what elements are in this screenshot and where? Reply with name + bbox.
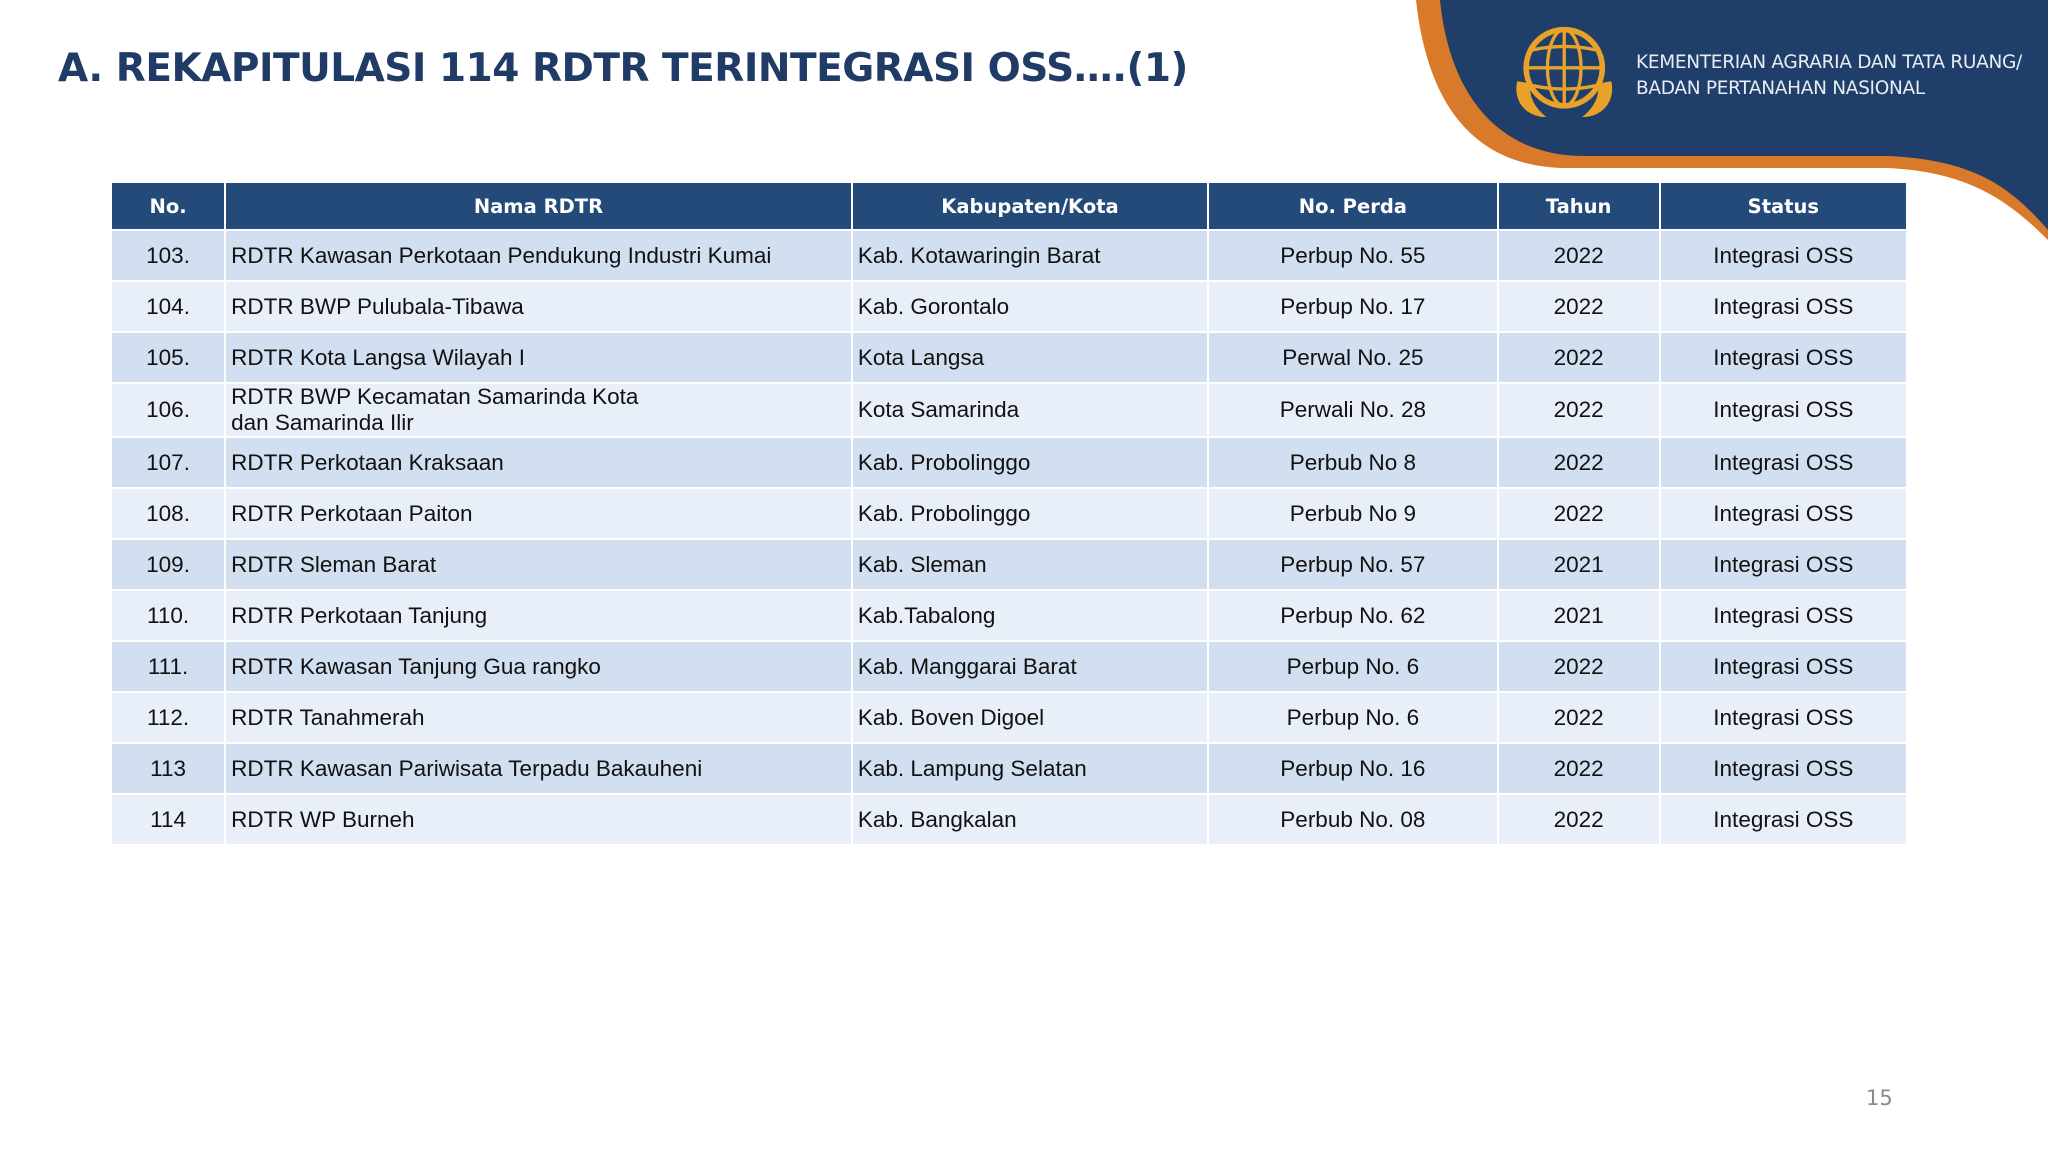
cell-status: Integrasi OSS xyxy=(1661,693,1906,742)
cell-nama-rdtr: RDTR Kawasan Pariwisata Terpadu Bakauheni xyxy=(226,744,851,793)
cell-status: Integrasi OSS xyxy=(1661,438,1906,487)
cell-status: Integrasi OSS xyxy=(1661,591,1906,640)
cell-kabupaten-kota: Kab. Manggarai Barat xyxy=(853,642,1207,691)
cell-no-perda: Perbub No 8 xyxy=(1209,438,1496,487)
cell-nama-rdtr: RDTR WP Burneh xyxy=(226,795,851,844)
table-row xyxy=(112,540,1906,589)
ministry-name xyxy=(1636,50,2022,102)
cell-nama-rdtr-line-1: RDTR BWP Kecamatan Samarinda Kota xyxy=(231,384,639,409)
table-row xyxy=(112,642,1906,691)
cell-no-perda: Perbub No 9 xyxy=(1209,489,1496,538)
cell-status: Integrasi OSS xyxy=(1661,282,1906,331)
cell-status: Integrasi OSS xyxy=(1661,744,1906,793)
cell-nama-rdtr: RDTR Kawasan Tanjung Gua rangko xyxy=(226,642,851,691)
cell-no-perda: Perbup No. 57 xyxy=(1209,540,1496,589)
cell-no-perda: Perbup No. 17 xyxy=(1209,282,1496,331)
cell-nama-rdtr: RDTR Perkotaan Tanjung xyxy=(226,591,851,640)
cell-nama-rdtr: RDTR Tanahmerah xyxy=(226,693,851,742)
cell-nama-rdtr: RDTR BWP Pulubala-Tibawa xyxy=(226,282,851,331)
cell-kabupaten-kota: Kab. Probolinggo xyxy=(853,438,1207,487)
table-row xyxy=(112,693,1906,742)
cell-no-perda: Perbup No. 16 xyxy=(1209,744,1496,793)
cell-tahun: 2022 xyxy=(1499,438,1659,487)
cell-status: Integrasi OSS xyxy=(1661,231,1906,280)
table-header-row xyxy=(112,183,1906,229)
cell-nama-rdtr: RDTR Kawasan Perkotaan Pendukung Industri Kumai xyxy=(226,231,851,280)
cell-kabupaten-kota: Kab.Tabalong xyxy=(853,591,1207,640)
cell-nama-rdtr: RDTR Perkotaan Kraksaan xyxy=(226,438,851,487)
cell-nama-rdtr xyxy=(226,384,851,436)
table-row xyxy=(112,591,1906,640)
table-row xyxy=(112,231,1906,280)
cell-kabupaten-kota: Kab. Kotawaringin Barat xyxy=(853,231,1207,280)
cell-no-perda: Perbup No. 6 xyxy=(1209,642,1496,691)
table-row xyxy=(112,333,1906,382)
cell-no-perda: Perwal No. 25 xyxy=(1209,333,1496,382)
cell-status: Integrasi OSS xyxy=(1661,333,1906,382)
cell-kabupaten-kota: Kab. Bangkalan xyxy=(853,795,1207,844)
table-row xyxy=(112,282,1906,331)
cell-no: 113 xyxy=(112,744,224,793)
cell-no: 109. xyxy=(112,540,224,589)
cell-no: 110. xyxy=(112,591,224,640)
column-header-tahun: Tahun xyxy=(1499,183,1659,229)
page-number: 15 xyxy=(1866,1086,1893,1110)
cell-tahun: 2022 xyxy=(1499,384,1659,436)
cell-kabupaten-kota: Kab. Gorontalo xyxy=(853,282,1207,331)
column-header-status: Status xyxy=(1661,183,1906,229)
cell-no: 112. xyxy=(112,693,224,742)
cell-tahun: 2022 xyxy=(1499,795,1659,844)
cell-tahun: 2021 xyxy=(1499,540,1659,589)
bpn-globe-emblem-icon xyxy=(1506,14,1618,126)
cell-kabupaten-kota: Kota Samarinda xyxy=(853,384,1207,436)
cell-kabupaten-kota: Kab. Lampung Selatan xyxy=(853,744,1207,793)
cell-no-perda: Perbup No. 6 xyxy=(1209,693,1496,742)
cell-no: 107. xyxy=(112,438,224,487)
cell-no-perda: Perbub No. 08 xyxy=(1209,795,1496,844)
cell-nama-rdtr: RDTR Perkotaan Paiton xyxy=(226,489,851,538)
cell-tahun: 2022 xyxy=(1499,642,1659,691)
cell-status: Integrasi OSS xyxy=(1661,642,1906,691)
cell-status: Integrasi OSS xyxy=(1661,795,1906,844)
cell-no-perda: Perbup No. 62 xyxy=(1209,591,1496,640)
cell-tahun: 2022 xyxy=(1499,231,1659,280)
cell-no-perda: Perbup No. 55 xyxy=(1209,231,1496,280)
cell-no: 103. xyxy=(112,231,224,280)
cell-tahun: 2022 xyxy=(1499,489,1659,538)
cell-kabupaten-kota: Kab. Boven Digoel xyxy=(853,693,1207,742)
cell-nama-rdtr-line-2: dan Samarinda Ilir xyxy=(231,410,414,435)
cell-no: 105. xyxy=(112,333,224,382)
cell-tahun: 2022 xyxy=(1499,282,1659,331)
table-row xyxy=(112,489,1906,538)
cell-kabupaten-kota: Kab. Probolinggo xyxy=(853,489,1207,538)
cell-tahun: 2021 xyxy=(1499,591,1659,640)
cell-no: 106. xyxy=(112,384,224,436)
cell-tahun: 2022 xyxy=(1499,333,1659,382)
table-row xyxy=(112,795,1906,844)
cell-status: Integrasi OSS xyxy=(1661,540,1906,589)
cell-kabupaten-kota: Kab. Sleman xyxy=(853,540,1207,589)
cell-status: Integrasi OSS xyxy=(1661,489,1906,538)
cell-no-perda: Perwali No. 28 xyxy=(1209,384,1496,436)
cell-no: 114 xyxy=(112,795,224,844)
column-header-no-perda: No. Perda xyxy=(1209,183,1496,229)
rdtr-table xyxy=(110,181,1908,846)
column-header-nama-rdtr: Nama RDTR xyxy=(226,183,851,229)
cell-no: 104. xyxy=(112,282,224,331)
cell-status: Integrasi OSS xyxy=(1661,384,1906,436)
column-header-kabupaten-kota: Kabupaten/Kota xyxy=(853,183,1207,229)
table-row xyxy=(112,744,1906,793)
cell-no: 111. xyxy=(112,642,224,691)
column-header-no: No. xyxy=(112,183,224,229)
cell-nama-rdtr: RDTR Sleman Barat xyxy=(226,540,851,589)
ministry-line-1: KEMENTERIAN AGRARIA DAN TATA RUANG/ xyxy=(1636,52,2022,73)
ministry-line-2: BADAN PERTANAHAN NASIONAL xyxy=(1636,78,1925,99)
table-row xyxy=(112,384,1906,436)
table-row xyxy=(112,438,1906,487)
cell-kabupaten-kota: Kota Langsa xyxy=(853,333,1207,382)
cell-tahun: 2022 xyxy=(1499,744,1659,793)
slide-title: A. REKAPITULASI 114 RDTR TERINTEGRASI OSS….(1) xyxy=(58,46,1188,91)
cell-no: 108. xyxy=(112,489,224,538)
cell-nama-rdtr: RDTR Kota Langsa Wilayah I xyxy=(226,333,851,382)
cell-tahun: 2022 xyxy=(1499,693,1659,742)
